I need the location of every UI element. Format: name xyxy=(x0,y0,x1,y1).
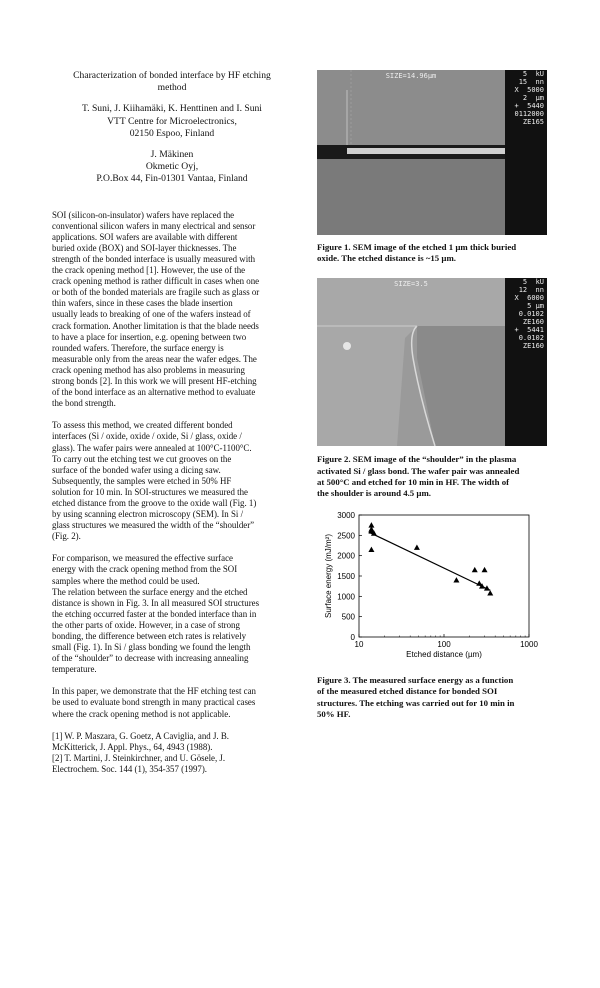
text-line: small (Fig. 1). In Si / glass bonding we found the length xyxy=(52,642,251,653)
paragraph-conclusion xyxy=(52,686,292,719)
text-line: the other parts of oxide. However, in a case of strong xyxy=(52,619,240,630)
text-line: distance is shown in Fig. 3. In all measured SOI structures xyxy=(52,597,260,608)
sem-info-panel xyxy=(505,70,547,235)
text-line: or both of the bonded materials are fragile such as glass or xyxy=(52,287,260,298)
caption-line: at 500°C and etched for 10 min in HF. The width of xyxy=(317,476,510,487)
sem-info-line: 5 kU xyxy=(522,278,544,287)
text-line: conventional silicon wafers in many electrical and sensor xyxy=(52,220,256,231)
text-line: strength of the bonded interface is usually measured with xyxy=(52,254,256,264)
text-line: crack opening method is rather difficult in cases when one xyxy=(52,276,260,287)
text-line: crack opening method has also problems in measuring xyxy=(52,364,245,375)
company-line: Okmetic Oyj, xyxy=(145,161,199,173)
sem-info-line: ZE160 xyxy=(522,318,544,327)
text-line: rounded wafers. Therefore, the surface energy is xyxy=(52,342,224,353)
caption-line: 50% HF. xyxy=(317,708,351,719)
text-line: bonding, the difference between etch rates is relatively xyxy=(52,631,247,641)
sem-info-line: 0.0102 xyxy=(518,310,544,319)
text-line: the bond strength. xyxy=(52,398,116,409)
reference-line: Electrochem. Soc. 144 (1), 354-357 (1997). xyxy=(52,763,208,774)
caption-line: structures. The etching was carried out for 10 min in xyxy=(317,697,515,708)
text-line: The relation between the surface energy and the etched xyxy=(52,586,248,597)
title-line: Characterization of bonded interface by HF etching xyxy=(73,70,271,81)
y-axis-label: Surface energy (mJ/m²) xyxy=(324,534,333,619)
sem-info-line: 2 µm xyxy=(522,94,544,102)
figure-2-caption xyxy=(317,454,547,499)
text-line: surface of the bonded wafer using a dicing saw. xyxy=(52,464,221,475)
figure-1-sem-image xyxy=(317,70,547,235)
sem-info-line: X 5000 xyxy=(514,86,544,94)
plot-frame xyxy=(359,515,529,637)
sem-info-line: + 5440 xyxy=(514,102,544,110)
data-point xyxy=(368,547,374,552)
text-line: To assess this method, we created different bonded xyxy=(52,420,233,431)
x-tick-label: 1000 xyxy=(520,640,538,650)
y-tick-label: 2500 xyxy=(337,531,355,541)
text-line: of the “shoulder” to decrease with increasing annealing xyxy=(52,653,249,664)
text-line: strong bonds [2]. In this work we will present HF-etching xyxy=(52,376,257,387)
text-line: (Fig. 2). xyxy=(52,531,81,542)
text-line: thin wafers, since in these cases the blade insertion xyxy=(52,298,233,309)
sem-info-panel xyxy=(505,278,547,446)
caption-line: oxide. The etched distance is ~15 µm. xyxy=(317,253,456,264)
caption-line: activated Si / glass bond. The wafer pair was annealed xyxy=(317,465,520,476)
text-line: crack formation. Another limitation is that the blade needs xyxy=(52,320,259,331)
sem-info-line: 15 nn xyxy=(518,78,544,86)
references xyxy=(52,731,292,775)
affiliation-line: VTT Centre for Microelectronics, xyxy=(107,115,237,127)
address-line: 02150 Espoo, Finland xyxy=(129,127,215,139)
y-tick-label: 1000 xyxy=(337,592,355,602)
sem-size-label: SIZE=3.5 xyxy=(394,280,428,289)
text-line: etched distance from the groove to the oxide wall (Fig. 1) xyxy=(52,497,257,508)
text-line: to have a place for insertion, e.g. opening between two xyxy=(52,331,247,342)
sem-info-line: X 6000 xyxy=(514,294,544,303)
fit-line xyxy=(369,532,491,590)
scatter-plot xyxy=(317,509,547,669)
paragraph-comparison xyxy=(52,553,292,675)
y-tick-label: 2000 xyxy=(337,551,355,561)
authors-line: T. Suni, J. Kiihamäki, K. Henttinen and I. Suni xyxy=(82,103,262,115)
text-line: samples where the method could be used. xyxy=(52,575,200,586)
y-tick-label: 3000 xyxy=(337,511,355,521)
y-tick-label: 500 xyxy=(341,612,355,622)
text-line: where the crack opening method is not applicable. xyxy=(52,708,231,719)
text-line: interfaces (Si / oxide, oxide / oxide, Si / glass, oxide / xyxy=(52,431,242,442)
text-line: applications. SOI wafers are available with different xyxy=(52,231,238,242)
text-line: be used to evaluate bond strength in many practical cases xyxy=(52,697,256,708)
sem-info-line: 0112000 xyxy=(514,110,544,118)
text-line: temperature. xyxy=(52,664,97,675)
text-line: SOI (silicon-on-insulator) wafers have replaced the xyxy=(52,209,235,220)
reference-line: McKitterick, J. Appl. Phys., 64, 4943 (1988). xyxy=(52,741,213,752)
x-tick-label: 10 xyxy=(354,640,364,650)
text-line: by using scanning electron microscopy (SEM). In Si / xyxy=(52,509,244,520)
text-line: the etching occurred faster at the bonded interface than in xyxy=(52,608,257,619)
sem-info-line: 12 nn xyxy=(518,286,544,295)
data-point xyxy=(472,567,478,572)
paper-title xyxy=(52,70,292,94)
caption-line: the shoulder is around 4.5 µm. xyxy=(317,488,431,499)
authors-block xyxy=(52,103,292,140)
text-line: buried oxide (BOX) and SOI-layer thicknesses. The xyxy=(52,242,237,253)
text-line: the crack opening method [1]. However, the use of the xyxy=(52,265,246,276)
paragraph-introduction xyxy=(52,210,292,410)
text-line: For comparison, we measured the effective surface xyxy=(52,553,233,564)
address-line: P.O.Box 44, Fin-01301 Vantaa, Finland xyxy=(96,173,248,185)
figure-1-caption xyxy=(317,242,547,264)
second-affiliation xyxy=(52,149,292,186)
figure-2-sem-image xyxy=(317,278,547,446)
text-line: energy with the crack opening method from the SOI xyxy=(52,564,238,575)
text-line: measurable only from the areas near the wafer edges. The xyxy=(52,353,257,364)
reference-line: [1] W. P. Maszara, G. Goetz, A Caviglia, and J. B. xyxy=(52,730,229,741)
title-line: method xyxy=(157,82,187,94)
figure-3-caption xyxy=(317,675,547,720)
left-column xyxy=(52,70,292,775)
text-line: usually leads to breaking of one of the wafers instead of xyxy=(52,309,251,320)
text-line: To carry out the etching test we cut grooves on the xyxy=(52,453,232,464)
sem-info-line: 0.0102 xyxy=(518,334,544,343)
text-line: In this paper, we demonstrate that the HF etching test can xyxy=(52,686,256,697)
sem-info-line: ZE160 xyxy=(522,342,544,351)
paragraph-method xyxy=(52,420,292,542)
text-line: solution for 10 min. In SOI-structures we measured the xyxy=(52,486,248,497)
data-point xyxy=(414,545,420,550)
sem-size-label: SIZE=14.96µm xyxy=(385,72,437,80)
sem-info-line: 5 kU xyxy=(522,70,544,78)
caption-line: of the measured etched distance for bonded SOI xyxy=(317,686,498,697)
text-line: glass). The wafer pairs were annealed at 100°C-1100°C. xyxy=(52,442,252,453)
reference-line: [2] T. Martini, J. Steinkirchner, and U. Gösele, J. xyxy=(52,752,226,763)
author-line: J. Mäkinen xyxy=(150,149,194,161)
text-line: glass structures we measured the width of the “shoulder” xyxy=(52,520,255,531)
y-tick-label: 1500 xyxy=(337,572,355,582)
data-point xyxy=(487,590,493,595)
y-tick-label: 0 xyxy=(350,633,355,643)
data-point xyxy=(482,567,488,572)
x-tick-label: 100 xyxy=(437,640,451,650)
sem-info-line: ZE165 xyxy=(522,118,544,126)
figure-3-chart xyxy=(317,509,547,669)
text-line: Subsequently, the samples were etched in 50% HF xyxy=(52,475,232,486)
text-line: of the bond interface as an alternative method to evaluate xyxy=(52,387,256,398)
data-point xyxy=(453,577,459,582)
sem-info-line: 5 µm xyxy=(527,302,544,311)
right-column xyxy=(317,70,547,720)
sem-info-line: + 5441 xyxy=(514,326,544,335)
caption-line: Figure 3. The measured surface energy as a function xyxy=(317,675,514,686)
x-axis-label: Etched distance (µm) xyxy=(406,650,482,660)
caption-line: Figure 2. SEM image of the “shoulder” in the plasma xyxy=(317,454,517,465)
caption-line: Figure 1. SEM image of the etched 1 µm thick buried xyxy=(317,242,517,252)
